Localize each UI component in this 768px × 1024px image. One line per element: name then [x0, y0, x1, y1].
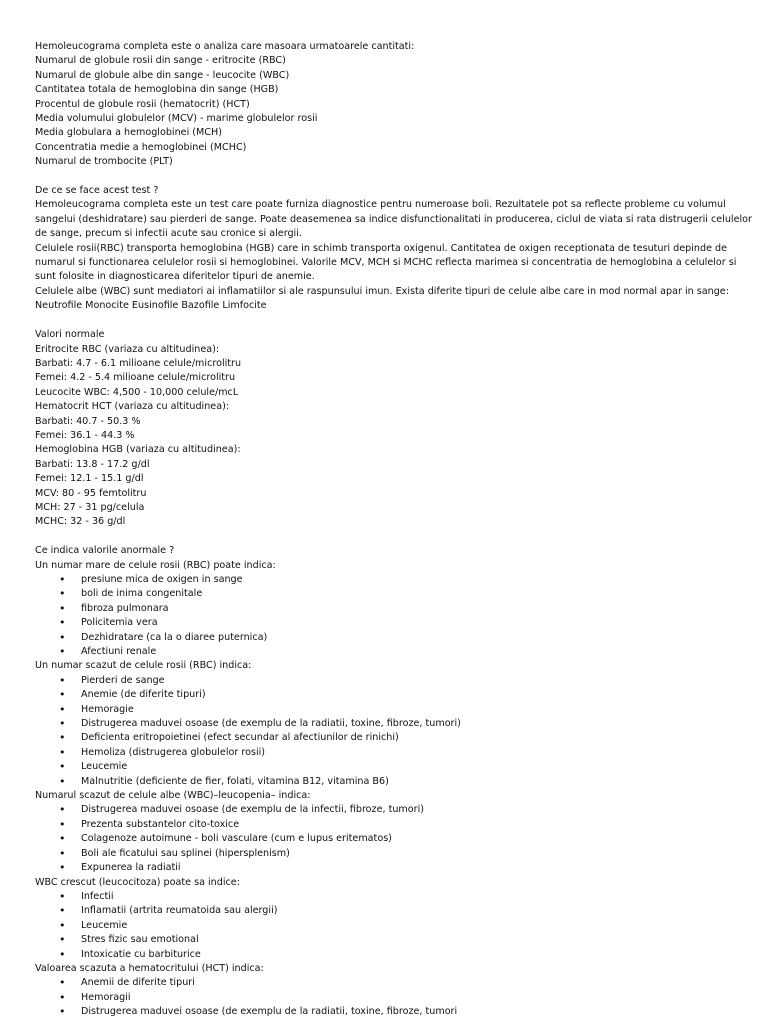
- normal-values-heading: Valori normale: [35, 329, 105, 341]
- list-item: • Pierderi de sange: [35, 674, 755, 688]
- list-item: • Leucemie: [35, 919, 755, 933]
- normal-value-line: MCV: 80 - 95 femtolitru: [35, 487, 147, 499]
- list-item: • boli de inima congenitale: [35, 587, 755, 601]
- list-item: • Hemoragii: [35, 991, 755, 1005]
- normal-value-line: Hemoglobina HGB (variaza cu altitudinea):: [35, 444, 241, 456]
- normal-values-list: [35, 343, 755, 530]
- bullet-list: [35, 674, 755, 789]
- normal-value-line: Leucocite WBC: 4,500 - 10,000 celule/mcL: [35, 386, 239, 398]
- list-item: • Anemii de diferite tipuri: [35, 976, 755, 990]
- normal-value-line: Femei: 4.2 - 5.4 milioane celule/microlitru: [35, 372, 236, 384]
- why-paragraph: Celulele albe (WBC) sunt mediatori ai inflamatiilor si ale raspunsului imun. Exista diferite tipuri de celule albe care in mod normal apar in sange: Neutrofile Monocite Eusinofile Bazofile Limfocite: [35, 285, 729, 312]
- quantity-line: Numarul de globule rosii din sange - eritrocite (RBC): [35, 55, 286, 67]
- list-item: • Inflamatii (artrita reumatoida sau alergii): [35, 904, 755, 918]
- normal-value-line: Barbati: 13.8 - 17.2 g/dl: [35, 458, 150, 470]
- bullet-list: [35, 890, 755, 962]
- list-item: • Expunerea la radiatii: [35, 861, 755, 875]
- normal-value-line: MCHC: 32 - 36 g/dl: [35, 516, 126, 528]
- list-item: • Leucemie: [35, 760, 755, 774]
- quantity-line: Numarul de globule albe din sange - leucocite (WBC): [35, 69, 290, 81]
- list-item: • Policitemia vera: [35, 616, 755, 630]
- list-item: • Colagenoze autoimune - boli vasculare (cum e lupus eritematos): [35, 832, 755, 846]
- normal-value-line: Barbati: 40.7 - 50.3 %: [35, 415, 141, 427]
- list-item: • Distrugerea maduvei osoase (de exemplu de la infectii, fibroze, tumori): [35, 803, 755, 817]
- list-item: • Intoxicatie cu barbiturice: [35, 948, 755, 962]
- list-item: • Malnutritie (deficiente de fier, folati, vitamina B12, vitamina B6): [35, 775, 755, 789]
- document-page: [35, 40, 755, 1020]
- bullet-list: [35, 573, 755, 659]
- list-item: • Hemoliza (distrugerea globulelor rosii): [35, 746, 755, 760]
- list-item: • Anemie (de diferite tipuri): [35, 688, 755, 702]
- why-paragraph: Celulele rosii(RBC) transporta hemoglobina (HGB) care in schimb transporta oxigenul. Cantitatea de oxigen receptionata de tesuturi depinde de numarul si functionarea celulelor rosii si hemoglobinei. Valorile MCV, MCH si MCHC reflecta marimea si concentratia de hemoglobina a celulelor si sunt folosite in diagnosticarea diferitelor tipuri de anemie.: [35, 242, 737, 283]
- section-title: Un numar mare de celule rosii (RBC) poate indica:: [35, 559, 276, 571]
- list-item: • Distrugerea maduvei osoase (de exemplu de la radiatii, toxine, fibroze, tumori: [35, 1005, 755, 1019]
- section-title: Valoarea scazuta a hematocritului (HCT) indica:: [35, 962, 264, 974]
- list-item: • Hemoragie: [35, 703, 755, 717]
- section-title: Un numar scazut de celule rosii (RBC) indica:: [35, 660, 252, 672]
- list-item: • Dezhidratare (ca la o diaree puternica): [35, 631, 755, 645]
- normal-value-line: MCH: 27 - 31 pg/celula: [35, 501, 145, 513]
- list-item: • Prezenta substantelor cito-toxice: [35, 818, 755, 832]
- measured-quantities-list: [35, 54, 755, 169]
- bullet-list: [35, 803, 755, 875]
- abnormal-values-heading: Ce indica valorile anormale ?: [35, 545, 175, 557]
- quantity-line: Concentratia medie a hemoglobinei (MCHC): [35, 141, 247, 153]
- list-item: • Distrugerea maduvei osoase (de exemplu de la radiatii, toxine, fibroze, tumori): [35, 717, 755, 731]
- list-item: • fibroza pulmonara: [35, 602, 755, 616]
- list-item: • presiune mica de oxigen in sange: [35, 573, 755, 587]
- quantity-line: Cantitatea totala de hemoglobina din sange (HGB): [35, 84, 279, 96]
- why-heading: De ce se face acest test ?: [35, 185, 159, 197]
- normal-value-line: Barbati: 4.7 - 6.1 milioane celule/microlitru: [35, 357, 242, 369]
- quantity-line: Procentul de globule rosii (hematocrit) (HCT): [35, 98, 250, 110]
- quantity-line: Media globulara a hemoglobinei (MCH): [35, 127, 222, 139]
- list-item: • Deficienta eritropoietinei (efect secundar al afectiunilor de rinichi): [35, 731, 755, 745]
- list-item: • Infectii: [35, 890, 755, 904]
- why-paragraph: Hemoleucograma completa este un test care poate furniza diagnostice pentru numeroase boli. Rezultatele pot sa reflecte probleme cu volumul sangelui (deshidratare) sau pierderi de sange. Poate deasemenea sa indice disfunctionalitati in producerea, ciclul de viata si rata distrugerii celulelor de sange, precum si infectii acute sau cronice si alergii.: [35, 199, 752, 240]
- section-title: WBC crescut (leucocitoza) poate sa indice:: [35, 876, 240, 888]
- normal-value-line: Eritrocite RBC (variaza cu altitudinea):: [35, 343, 220, 355]
- list-item: • Boli ale ficatului sau splinei (hipersplenism): [35, 847, 755, 861]
- normal-value-line: Femei: 12.1 - 15.1 g/dl: [35, 473, 144, 485]
- list-item: • Stres fizic sau emotional: [35, 933, 755, 947]
- quantity-line: Numarul de trombocite (PLT): [35, 156, 173, 168]
- section-title: Numarul scazut de celule albe (WBC)–leucopenia– indica:: [35, 790, 311, 802]
- intro-heading: Hemoleucograma completa este o analiza care masoara urmatoarele cantitati:: [35, 41, 415, 52]
- list-item: • Afectiuni renale: [35, 645, 755, 659]
- quantity-line: Media volumului globulelor (MCV) - marime globulelor rosii: [35, 113, 318, 125]
- normal-value-line: Femei: 36.1 - 44.3 %: [35, 429, 135, 441]
- bullet-list: [35, 976, 755, 1019]
- normal-value-line: Hematocrit HCT (variaza cu altitudinea):: [35, 401, 230, 413]
